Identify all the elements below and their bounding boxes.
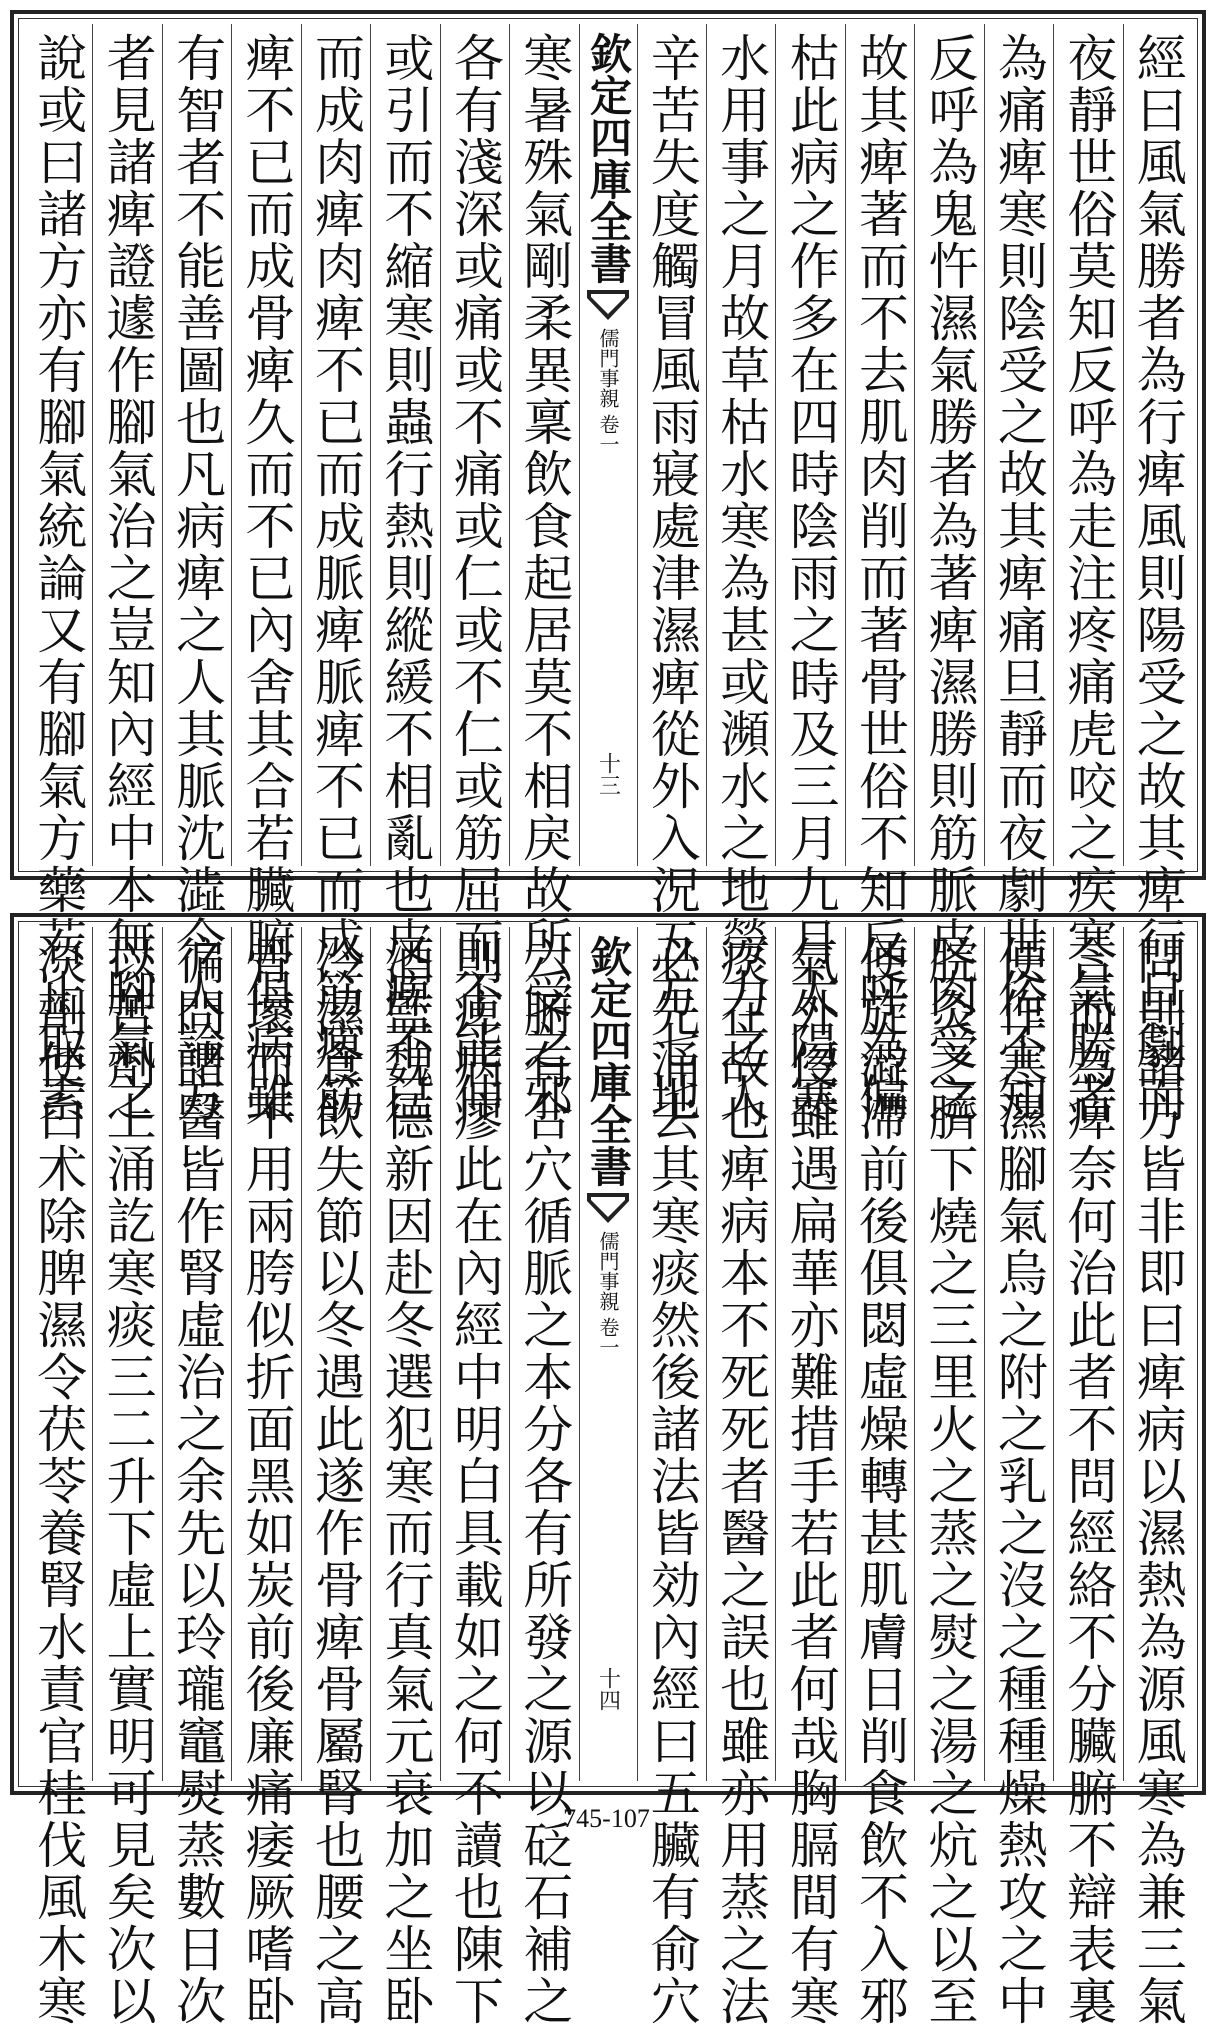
column-text: 痺不已而成骨痺久而不已內舍其合若臟腑俱病雖 (237, 32, 296, 1124)
column-text: 脘灸之臍下燒之三里火之蒸之熨之湯之炕之以至 (920, 935, 979, 2027)
text-column (370, 24, 439, 1124)
text-column (914, 927, 983, 2027)
folio-number: 十四 (595, 1667, 621, 1711)
column-text: 痰在故也痺病本不死死者醫之誤也雖亦用蒸之法 (712, 935, 771, 2027)
volume-label: 卷一 (596, 414, 620, 454)
text-column (370, 927, 439, 2027)
book-series-title: 欽定四庫全書 (584, 935, 633, 1187)
text-column (637, 927, 706, 2027)
column-text: 故其痺著而不去肌肉削而著骨世俗不知反呼為偏 (851, 32, 910, 1124)
text-column (914, 24, 983, 1124)
folio-number: 十三 (595, 752, 621, 796)
text-column (162, 24, 231, 1124)
column-text: 各有淺深或痛或不痛或仁或不仁或筋屈而不能伸 (445, 32, 504, 1124)
text-column (1123, 927, 1192, 2027)
column-text: 必先涌去其寒痰然後諸法皆効內經曰五臟有俞穴 (642, 935, 701, 2027)
column-text: 便旋澁滯前後俱閟虛燥轉甚肌膚日削食飲不入邪 (851, 935, 910, 2027)
center-fold-column (579, 927, 637, 1781)
fishtail-mark-icon (585, 288, 631, 322)
column-text: 冷濕食飲失節以冬遇此遂作骨痺骨屬腎也腰之高 (306, 935, 365, 2027)
text-column (706, 927, 775, 2027)
page-number: 745-107 (563, 1804, 650, 1833)
column-text: 淡劑使白术除脾濕令茯苓養腎水責官桂伐風木寒 (29, 935, 88, 2027)
column-text: 或引而不縮寒則蟲行熱則縱緩不相亂也皮痺不已 (376, 32, 435, 1124)
text-column (301, 24, 370, 1124)
text-column (706, 24, 775, 1124)
column-text: 便作寒濕腳氣烏之附之乳之沒之種種燥熱攻之中 (989, 935, 1048, 2027)
column-text: 則痺病瘳此在內經中明白具載如之何不讀也陳下 (445, 935, 504, 2027)
text-column (301, 927, 370, 2027)
top-text-area (24, 24, 1192, 1124)
book-title: 儒門事親 (596, 328, 620, 408)
column-text: 問則諸方皆非即曰痺病以濕熱為源風寒為兼三氣 (1128, 935, 1187, 2027)
column-text: 為痛痺寒則陰受之故其痺痛旦靜而夜劇世俗不知 (989, 32, 1048, 1124)
text-column (440, 24, 509, 1124)
column-text: 骨壞而不用兩胯似折面黑如炭前後廉痛痿厥嗜卧 (237, 935, 296, 2027)
column-text: 而成肉痺肉痺不已而成脈痺脈痺不已而成筋痺筋 (306, 32, 365, 1124)
column-text: 合而為痺奈何治此者不問經絡不分臟腑不辯表裏 (1059, 935, 1118, 2027)
column-text: 寒暑殊氣剛柔異稟飲食起居莫不相戾故所受之邪 (515, 32, 574, 1124)
column-text: 酒監魏德新因赴冬選犯寒而行真氣元衰加之坐卧 (376, 935, 435, 2027)
text-column (845, 24, 914, 1124)
volume-label: 卷一 (596, 1317, 620, 1357)
text-column (637, 24, 706, 1124)
text-column (24, 24, 92, 1124)
text-column (440, 927, 509, 2027)
text-column (92, 927, 161, 2027)
text-column (231, 927, 300, 2027)
column-text: 辛苦失度觸冒風雨寢處津濕痺從外入況五方七地 (642, 32, 701, 1124)
text-column (24, 927, 92, 2027)
fishtail-mark-icon (585, 1191, 631, 1225)
text-column (775, 24, 844, 1124)
text-column (984, 927, 1053, 2027)
text-column (1053, 24, 1122, 1124)
column-text: 反呼為鬼忤濕氣勝者為著痺濕勝則筋脈皮肉受之 (920, 32, 979, 1124)
text-column (775, 927, 844, 2027)
column-text: 枯此病之作多在四時陰雨之時及三月九月太陽寒 (781, 32, 840, 1124)
column-text: 水用事之月故草枯水寒為甚或瀕水之地勞力之人 (712, 32, 771, 1124)
column-text: 六腑有合穴循脈之本分各有所發之源以砭石補之 (515, 935, 574, 2027)
text-column (509, 24, 578, 1124)
column-text: 說或曰諸方亦有腳氣統論又有腳氣方藥若止取素 (29, 32, 88, 1124)
text-column (509, 927, 578, 2027)
column-text: 者見諸痺證遽作腳氣治之豈知內經中本無腳氣之 (98, 32, 157, 1124)
center-fold-column (579, 24, 637, 866)
book-series-title: 欽定四庫全書 (584, 32, 633, 284)
column-text: 以苦劑上涌訖寒痰三二升下虛上實明可見矣次以 (98, 935, 157, 2027)
book-title: 儒門事親 (596, 1231, 620, 1311)
text-column (162, 927, 231, 2027)
text-column (1123, 24, 1192, 1124)
column-text: 夜靜世俗莫知反呼為走注疼痛虎咬之疾寒氣勝者 (1059, 32, 1118, 1124)
column-text: 經曰風氣勝者為行痺風則陽受之故其痺行旦劇而 (1128, 32, 1187, 1124)
text-column (92, 24, 161, 1124)
text-column (984, 24, 1053, 1124)
column-text: 有智者不能善圖也凡病痺之人其脈沈澁今人論方 (168, 32, 227, 1124)
text-column (845, 927, 914, 2027)
column-text: 徧問諸醫皆作腎虛治之余先以玲瓏竈熨蒸數日次 (168, 935, 227, 2027)
text-column (1053, 927, 1122, 2027)
top-page-frame (10, 10, 1206, 1124)
column-text: 氣外侵雖遇扁華亦難措手若此者何哉胸膈間有寒 (781, 935, 840, 2027)
text-column (231, 24, 300, 1124)
